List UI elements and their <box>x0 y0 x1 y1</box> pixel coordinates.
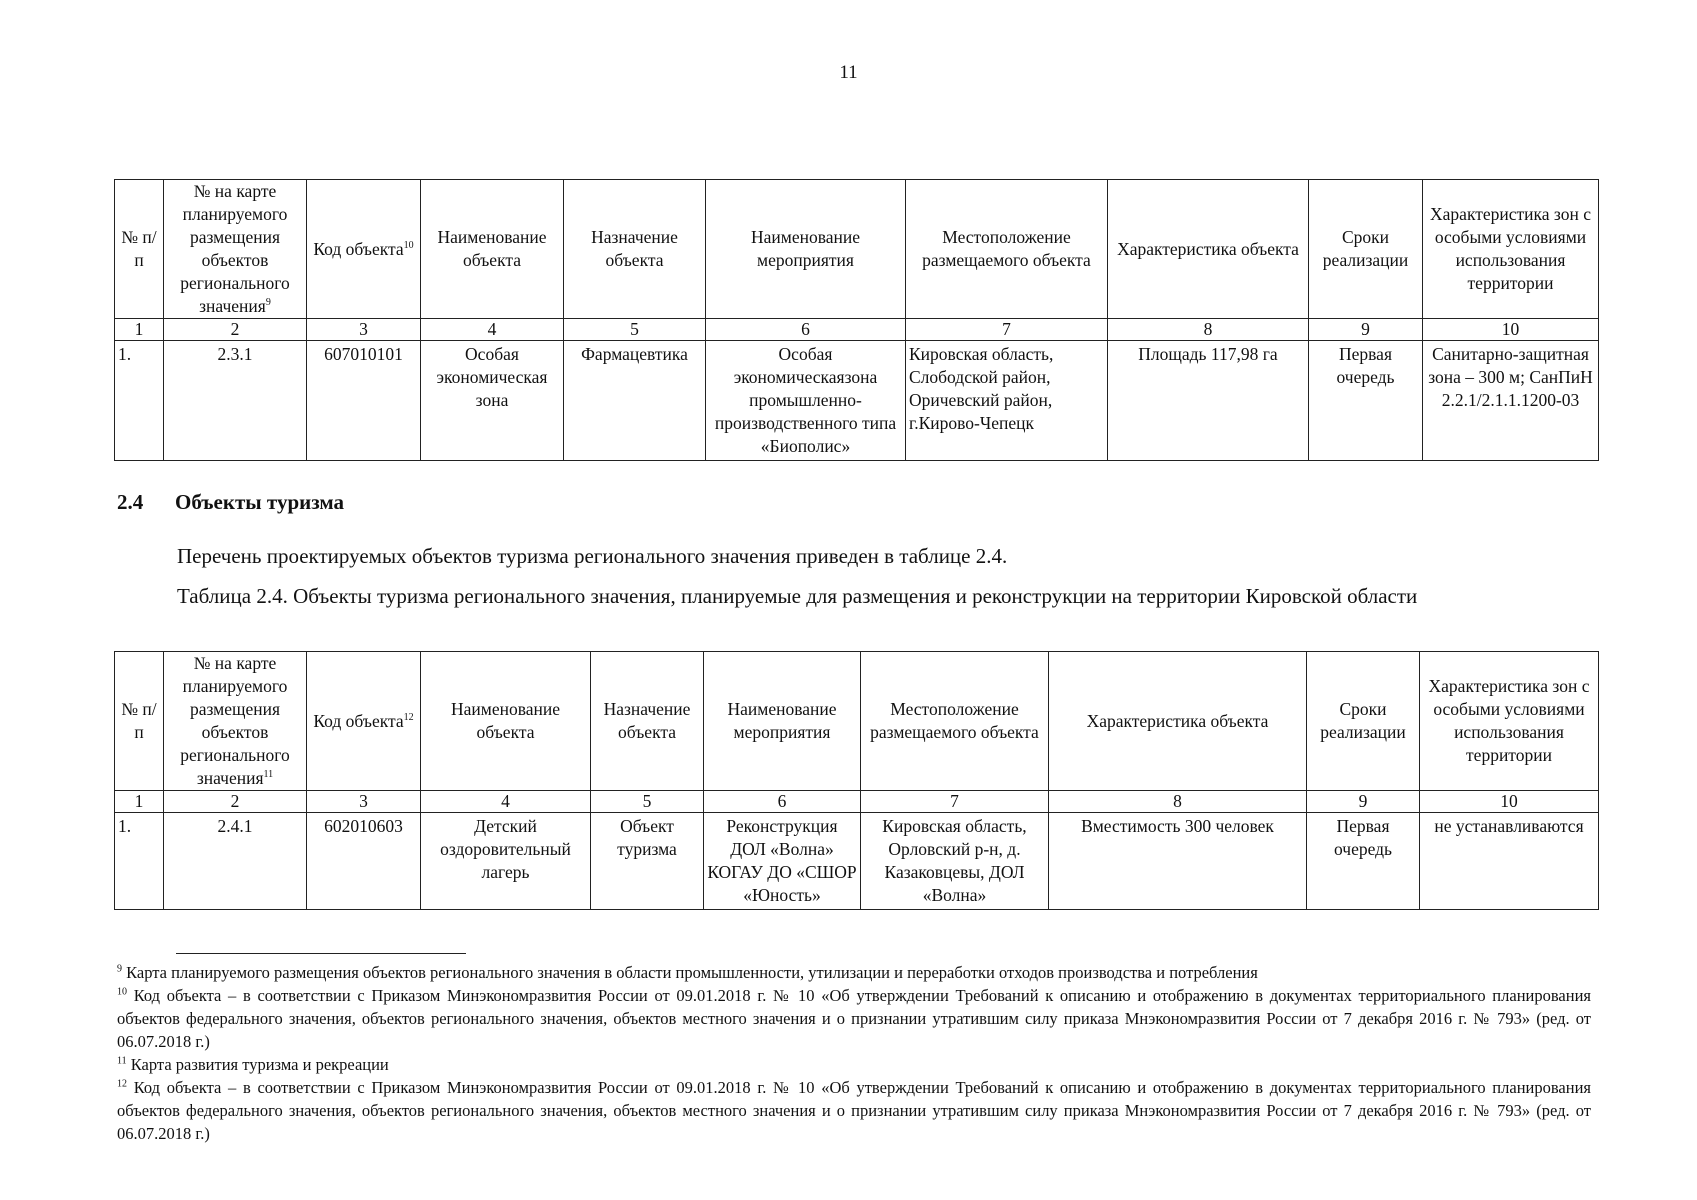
column-number: 6 <box>704 791 861 813</box>
footnote-mark: 11 <box>117 1055 127 1067</box>
column-number-row <box>115 319 1599 341</box>
column-number: 8 <box>1108 319 1309 341</box>
footnote-text: Код объекта – в соответствии с Приказом Минэкономразвития России от 09.01.2018 г. № 10 «Об утверждении Требований к описанию и отображению в документах территориального планирования объектов федерального значения, объектов регионального значения, объектов местного значения и о признании утратившим силу приказа Мнэкономразвития России от 7 декабря 2016 г. № 793» (ред. от 06.07.2018 г.) <box>117 1078 1591 1143</box>
column-number: 4 <box>421 319 564 341</box>
column-number: 6 <box>706 319 906 341</box>
column-number: 7 <box>906 319 1108 341</box>
footnote-mark: 9 <box>117 963 122 975</box>
table-cell: 607010101 <box>307 341 421 461</box>
footnote-ref: 11 <box>263 769 274 781</box>
table-cell: Площадь 117,98 га <box>1108 341 1309 461</box>
footnotes <box>117 961 1591 1145</box>
table-row <box>115 341 1599 461</box>
tourism-objects-table <box>114 651 1599 910</box>
column-number-row <box>115 791 1599 813</box>
table-cell: Фармацевтика <box>564 341 706 461</box>
column-number: 9 <box>1309 319 1423 341</box>
header-cell: Наименование объекта <box>421 652 591 791</box>
header-cell: Характеристика зон с особыми условиями использования территории <box>1423 180 1599 319</box>
header-cell: Назначение объекта <box>591 652 704 791</box>
footnote-ref: 10 <box>403 239 414 251</box>
footnote <box>117 961 1591 984</box>
page-number: 11 <box>839 62 858 83</box>
header-cell: № на карте планируемого размещения объектов регионального значения$^{11}$ <box>164 652 307 791</box>
header-cell: Сроки реализации <box>1309 180 1423 319</box>
column-number: 3 <box>307 791 421 813</box>
table-cell: 1. <box>115 341 164 461</box>
table-header-row <box>115 180 1599 319</box>
table-cell: Вместимость 300 человек <box>1049 813 1307 910</box>
column-number: 10 <box>1423 319 1599 341</box>
column-number: 2 <box>164 791 307 813</box>
header-cell: № п/п <box>115 652 164 791</box>
column-number: 2 <box>164 319 307 341</box>
table-cell: Первая очередь <box>1309 341 1423 461</box>
footnote-mark: 10 <box>117 986 127 998</box>
table-cell: Детский оздоровительный лагерь <box>421 813 591 910</box>
table-header-row <box>115 652 1599 791</box>
footnote-ref: 9 <box>265 297 271 309</box>
footnote-mark: 12 <box>117 1078 127 1090</box>
section-heading <box>117 490 344 515</box>
column-number: 5 <box>591 791 704 813</box>
header-cell: Характеристика зон с особыми условиями использования территории <box>1420 652 1599 791</box>
header-cell: Наименование объекта <box>421 180 564 319</box>
column-number: 7 <box>861 791 1049 813</box>
table-cell: не устанавливаются <box>1420 813 1599 910</box>
footnote <box>117 984 1591 1053</box>
column-number: 3 <box>307 319 421 341</box>
table-cell: Реконструкция ДОЛ «Волна» КОГАУ ДО «СШОР «Юность» <box>704 813 861 910</box>
table-cell: 1. <box>115 813 164 910</box>
industrial-objects-table <box>114 179 1599 461</box>
table-cell: Особая экономическаязона промышленно-производственного типа «Биополис» <box>706 341 906 461</box>
footnote-text: Карта развития туризма и рекреации <box>130 1055 389 1074</box>
table-cell: Санитарно-защитная зона – 300 м; СанПиН 2.2.1/2.1.1.1200-03 <box>1423 341 1599 461</box>
table-row <box>115 813 1599 910</box>
table-cell: Объект туризма <box>591 813 704 910</box>
footnote-text: Карта планируемого размещения объектов регионального значения в области промышленности, утилизации и переработки отходов производства и потребления <box>126 963 1258 982</box>
table-cell: Особая экономическая зона <box>421 341 564 461</box>
section-title: Объекты туризма <box>175 490 345 514</box>
header-cell: № п/п <box>115 180 164 319</box>
column-number: 1 <box>115 791 164 813</box>
column-number: 4 <box>421 791 591 813</box>
table-cell: 2.3.1 <box>164 341 307 461</box>
footnote-ref: 12 <box>403 711 414 723</box>
intro-paragraph: Перечень проектируемых объектов туризма регионального значения приведен в таблице 2.4. <box>177 544 1008 568</box>
table-cell: Первая очередь <box>1307 813 1420 910</box>
header-cell: Местоположение размещаемого объекта <box>906 180 1108 319</box>
header-cell: Характеристика объекта <box>1108 180 1309 319</box>
table-cell: Кировская область, Слободской район, Оричевский район, г.Кирово-Чепецк <box>906 341 1108 461</box>
column-number: 5 <box>564 319 706 341</box>
section-number: 2.4 <box>117 490 144 514</box>
footnote-separator <box>176 953 466 954</box>
header-cell: Характеристика объекта <box>1049 652 1307 791</box>
table-cell: 2.4.1 <box>164 813 307 910</box>
header-cell: Местоположение размещаемого объекта <box>861 652 1049 791</box>
header-cell: № на карте планируемого размещения объектов регионального значения$^9$ <box>164 180 307 319</box>
header-cell: Сроки реализации <box>1307 652 1420 791</box>
header-cell: Код объекта$^{12}$ <box>307 652 421 791</box>
table-cell: Кировская область, Орловский р-н, д. Казаковцевы, ДОЛ «Волна» <box>861 813 1049 910</box>
column-number: 10 <box>1420 791 1599 813</box>
header-cell: Назначение объекта <box>564 180 706 319</box>
column-number: 9 <box>1307 791 1420 813</box>
footnote <box>117 1076 1591 1145</box>
table-caption: Таблица 2.4. Объекты туризма регионального значения, планируемые для размещения и реконструкции на территории Кировской области <box>177 584 1418 608</box>
footnote <box>117 1053 1591 1076</box>
header-cell: Код объекта$^{10}$ <box>307 180 421 319</box>
column-number: 8 <box>1049 791 1307 813</box>
table-cell: 602010603 <box>307 813 421 910</box>
footnote-text: Код объекта – в соответствии с Приказом Минэкономразвития России от 09.01.2018 г. № 10 «Об утверждении Требований к описанию и отображению в документах территориального планирования объектов федерального значения, объектов регионального значения, объектов местного значения и о признании утратившим силу приказа Мнэкономразвития России от 7 декабря 2016 г. № 793» (ред. от 06.07.2018 г.) <box>117 986 1591 1051</box>
header-cell: Наименование мероприятия <box>704 652 861 791</box>
column-number: 1 <box>115 319 164 341</box>
header-cell: Наименование мероприятия <box>706 180 906 319</box>
